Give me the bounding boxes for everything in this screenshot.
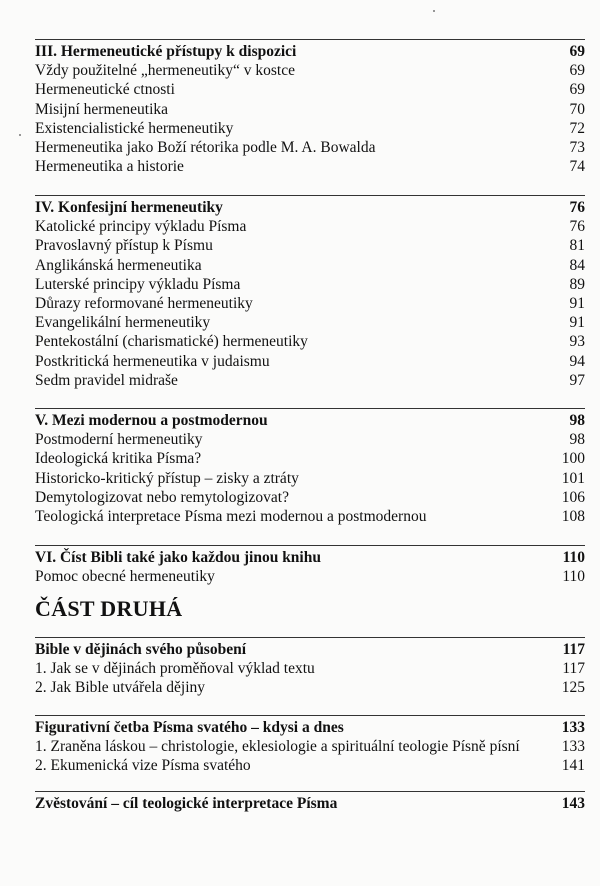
toc-entry-title: 2. Jak Bible utvářela dějiny [35,679,206,697]
toc-entry-page: 81 [569,237,585,255]
toc-heading [35,42,585,61]
toc-entry-title: Evangelikální hermeneutiky [35,314,211,332]
toc-entry [35,352,585,371]
toc-entry-title: Hermeneutika a historie [35,158,184,176]
toc-heading-title: IV. Konfesijní hermeneutiky [35,199,223,216]
toc-entry [35,430,585,449]
toc-entry-page: 84 [569,256,585,274]
toc-entry-title: 1. Zraněna láskou – christologie, eklesiologie a spirituální teologie Písně písní [35,738,520,756]
toc-entry-page: 133 [561,738,585,756]
toc-entry-title: Existencialistické hermeneutiky [35,119,234,137]
toc-entry [35,488,585,507]
toc-entry [35,294,585,313]
toc-entry [35,737,585,756]
toc-entry-page: 110 [562,568,585,586]
toc-section-5 [35,408,585,526]
toc-entry [35,138,585,157]
toc-entry-title: Hermeneutika jako Boží rétorika podle M. A. Bowalda [35,138,376,156]
toc-heading-page: 143 [561,795,585,812]
toc-entry [35,678,585,697]
toc-entry [35,567,585,586]
toc-entry-title: 1. Jak se v dějinách proměňoval výklad textu [35,660,315,678]
toc-entry-page: 73 [569,138,585,156]
toc-heading-title: III. Hermeneutické přístupy k dispozici [35,43,297,60]
toc-heading-page: 98 [569,412,585,429]
toc-heading [35,794,585,813]
toc-entry [35,659,585,678]
toc-entry-page: 74 [569,158,585,176]
toc-entry-title: Postkritická hermeneutika v judaismu [35,352,270,370]
toc-section-figurative-reading [35,715,585,776]
toc-entry-title: 2. Ekumenická vize Písma svatého [35,757,251,775]
toc-entry [35,157,585,176]
toc-entry [35,236,585,255]
toc-entry [35,332,585,351]
toc-entry-title: Anglikánská hermeneutika [35,256,202,274]
toc-entry-page: 69 [569,62,585,80]
scan-speck [433,10,435,12]
toc-entry-title: Hermeneutické ctnosti [35,81,175,99]
toc-section-6 [35,545,585,586]
toc-heading-title: Bible v dějinách svého působení [35,641,247,658]
toc-entry-page: 100 [561,450,585,468]
toc-section-proclamation [35,791,585,813]
toc-entry [35,449,585,468]
toc-entry [35,80,585,99]
toc-entry-page: 98 [569,431,585,449]
toc-entry [35,100,585,119]
toc-entry-title: Luterské principy výkladu Písma [35,275,241,293]
toc-heading-title: VI. Číst Bibli také jako každou jinou knihu [35,549,321,566]
toc-entry-title: Sedm pravidel midraše [35,371,178,389]
toc-entry-title: Misijní hermeneutika [35,100,169,118]
toc-entry-page: 89 [569,275,585,293]
toc-entry-title: Historicko-kritický přístup – zisky a ztráty [35,469,299,487]
toc-heading [35,198,585,217]
toc-entry-page: 91 [569,294,585,312]
toc-entry-page: 125 [561,679,585,697]
toc-heading-page: 110 [562,549,585,566]
toc-entry [35,61,585,80]
toc-entry-title: Katolické principy výkladu Písma [35,218,247,236]
toc-entry-title: Důrazy reformované hermeneutiky [35,294,253,312]
toc-heading-title: V. Mezi modernou a postmodernou [35,412,268,429]
toc-entry-title: Pravoslavný přístup k Písmu [35,237,213,255]
toc-entry [35,756,585,775]
toc-entry-page: 117 [562,660,585,678]
toc-section-3 [35,39,585,176]
toc-heading-title: Figurativní četba Písma svatého – kdysi a dnes [35,719,344,736]
toc-entry [35,371,585,390]
toc-heading [35,411,585,430]
toc-heading [35,548,585,567]
toc-entry-page: 93 [569,333,585,351]
toc-entry-page: 101 [561,469,585,487]
toc-entry-title: Pentekostální (charismatické) hermeneutiky [35,333,308,351]
toc-entry-page: 69 [569,81,585,99]
part-two-title: ČÁST DRUHÁ [35,596,183,621]
toc-entry-page: 72 [569,119,585,137]
toc-entry-title: Vždy použitelné „hermeneutiky“ v kostce [35,62,295,80]
toc-entry-page: 70 [569,100,585,118]
toc-entry [35,119,585,138]
toc-heading-title: Zvěstování – cíl teologické interpretace Písma [35,795,338,812]
toc-entry-page: 108 [561,507,585,525]
toc-heading-page: 117 [562,641,585,658]
toc-entry-page: 76 [569,218,585,236]
toc-entry [35,507,585,526]
toc-entry-title: Teologická interpretace Písma mezi modernou a postmodernou [35,507,427,525]
toc-entry [35,256,585,275]
toc-entry-page: 97 [569,371,585,389]
toc-entry-page: 94 [569,352,585,370]
toc-entry-page: 141 [561,757,585,775]
toc-entry-title: Postmoderní hermeneutiky [35,431,203,449]
toc-entry-page: 91 [569,314,585,332]
toc-section-bible-history [35,637,585,698]
toc-entry-title: Ideologická kritika Písma? [35,450,202,468]
toc-heading-page: 76 [569,199,585,216]
toc-entry-title: Demytologizovat nebo remytologizovat? [35,488,289,506]
toc-entry-title: Pomoc obecné hermeneutiky [35,568,215,586]
toc-entry [35,275,585,294]
scan-speck [19,134,21,136]
toc-entry [35,469,585,488]
toc-entry-page: 106 [561,488,585,506]
toc-section-4 [35,195,585,390]
toc-heading-page: 69 [569,43,585,60]
toc-heading-page: 133 [561,719,585,736]
toc-entry [35,217,585,236]
toc-entry [35,313,585,332]
toc-heading [35,640,585,659]
toc-heading [35,718,585,737]
